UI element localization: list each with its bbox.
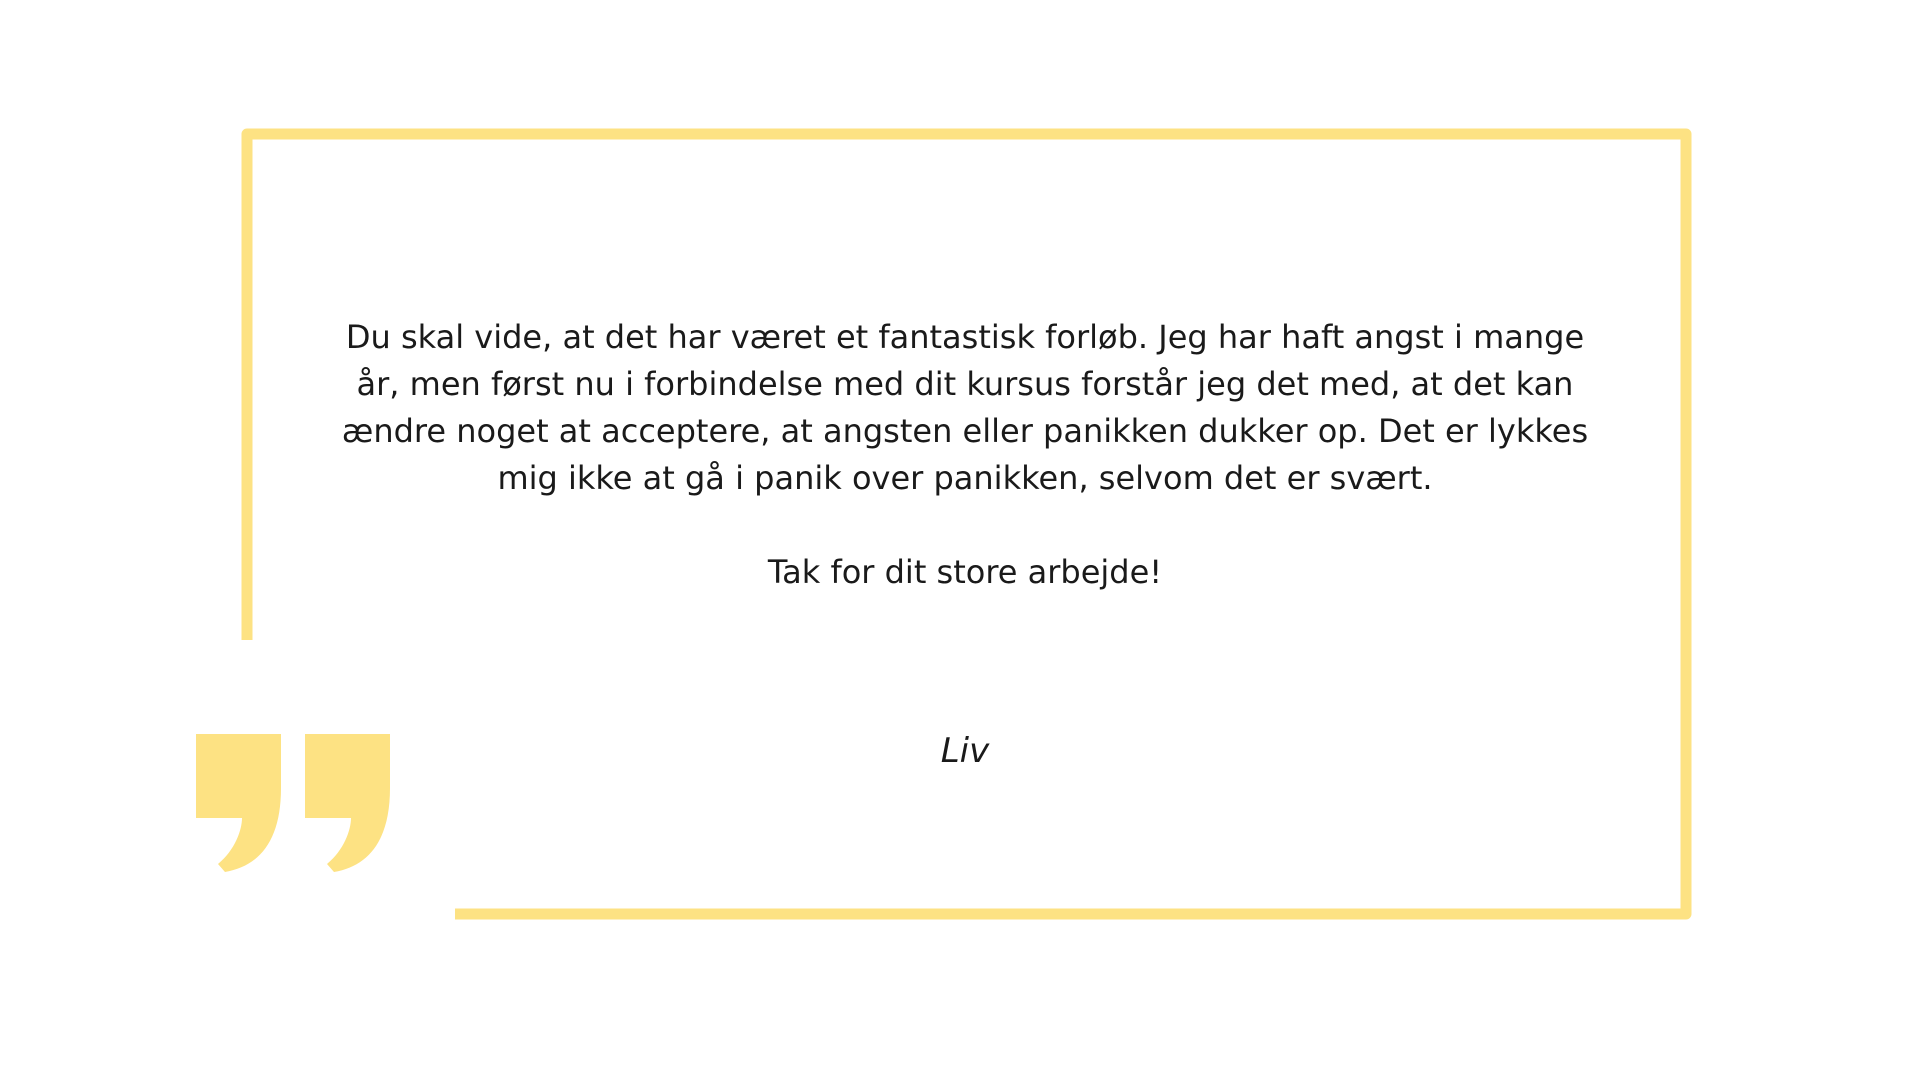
testimonial-author: Liv bbox=[940, 731, 990, 771]
closing-quotation-mark-icon bbox=[196, 734, 390, 872]
testimonial-body: Du skal vide, at det har været et fantastisk forløb. Jeg har haft angst i mange år, men først nu i forbindelse med dit kursus forstår jeg det med, at det kan ændre noget at acceptere, at angsten eller panikken dukker op. Det er lykkes mig ikke at gå i panik over panikken, selvom det er svært. bbox=[341, 318, 1589, 497]
testimonial-thanks: Tak for dit store arbejde! bbox=[767, 553, 1163, 591]
testimonial-quote bbox=[320, 314, 1610, 596]
